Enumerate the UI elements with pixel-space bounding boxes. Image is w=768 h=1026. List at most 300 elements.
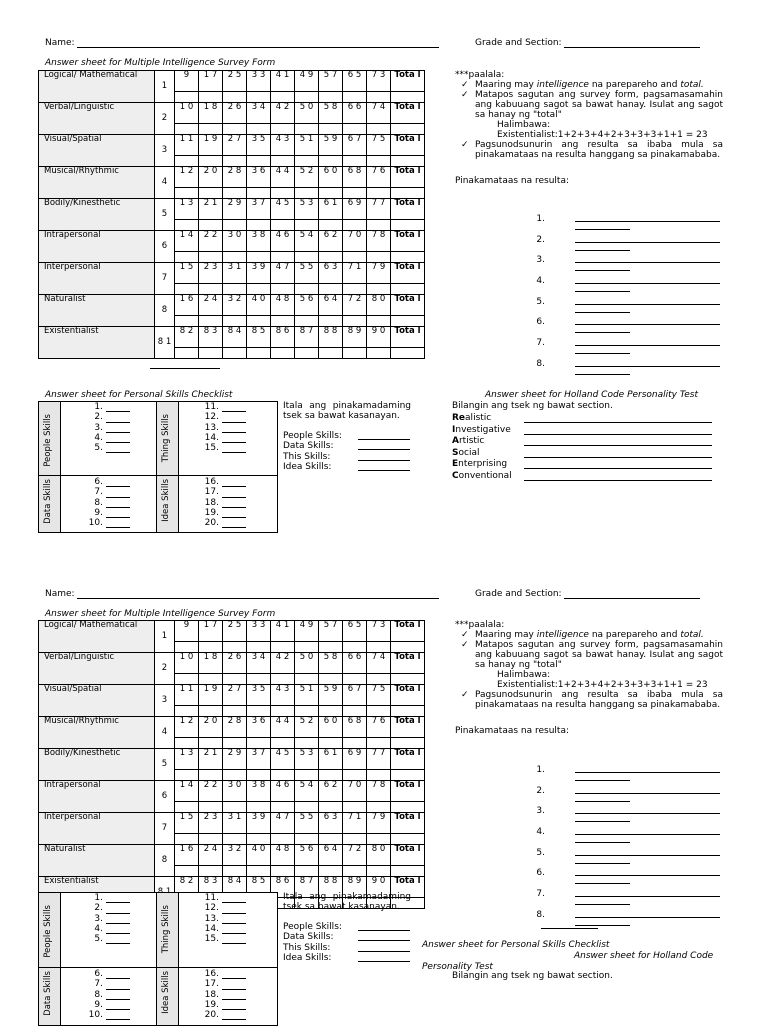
example-label: Halimbawa: [497,670,551,680]
mi-item-number: 4 7 [271,813,295,834]
mi-item-number: 1 2 [175,717,199,738]
mi-answer-cell[interactable] [343,156,367,167]
ps-answer-line[interactable] [222,414,246,423]
mi-answer-cell[interactable] [223,834,247,845]
mi-answer-cell[interactable] [223,866,247,877]
mi-total-cell[interactable] [391,92,425,103]
ps-answer-line[interactable] [222,1011,246,1020]
mi-answer-cell[interactable] [319,284,343,295]
ps-answer-line[interactable] [222,434,246,443]
result-line[interactable] [575,883,630,884]
mi-answer-cell[interactable] [271,770,295,781]
ps-answer-line[interactable] [222,478,246,487]
mi-total-cell[interactable] [391,252,425,263]
mi-answer-cell[interactable] [367,706,391,717]
ps-item [81,1010,130,1020]
mi-item-number: 8 7 [295,327,319,348]
divider-line [150,368,220,369]
result-line[interactable] [575,875,720,876]
mi-item-number: 2 0 [199,717,223,738]
mi-answer-cell[interactable] [343,738,367,749]
mi-item-number: 9 0 [367,877,391,898]
mi-total-cell[interactable] [391,316,425,327]
mi-answer-cell[interactable] [247,124,271,135]
ps-answer-line[interactable] [222,970,246,979]
ps-answer-line[interactable] [106,424,130,433]
mi-total-cell[interactable] [391,706,425,717]
mi-answer-cell[interactable] [175,738,199,749]
ps-summary-line[interactable] [358,953,410,962]
mi-answer-cell[interactable] [295,156,319,167]
ps-answer-line[interactable] [222,905,246,914]
ps-answer-line[interactable] [106,434,130,443]
result-line[interactable] [575,842,630,843]
mi-answer-cell[interactable] [223,220,247,231]
mi-item-number: 8 7 [295,877,319,898]
ps-item [197,1010,246,1020]
ps-summary-line[interactable] [358,922,410,931]
mi-total-cell[interactable] [391,674,425,685]
ps-item [197,477,246,487]
ps-answer-line[interactable] [222,925,246,934]
mi-answer-cell[interactable] [247,866,271,877]
ps-answer-line[interactable] [222,991,246,1000]
mi-answer-cell[interactable] [367,284,391,295]
mi-answer-cell[interactable] [319,188,343,199]
result-line[interactable] [575,780,630,781]
ps-item [197,893,246,903]
mi-answer-cell[interactable] [343,252,367,263]
mi-category: Visual/Spatial [39,685,155,717]
mi-answer-cell[interactable] [175,124,199,135]
ps-answer-line[interactable] [106,935,130,944]
mi-answer-cell[interactable] [319,770,343,781]
result-line[interactable] [575,229,630,230]
mi-answer-cell[interactable] [343,642,367,653]
mi-answer-cell[interactable] [343,316,367,327]
ps-summary-line[interactable] [358,452,410,461]
mi-answer-cell[interactable] [199,674,223,685]
mi-answer-cell[interactable] [175,866,199,877]
result-line[interactable] [575,312,630,313]
mi-total-cell[interactable] [391,866,425,877]
mi-answer-cell[interactable] [199,866,223,877]
ps-section-label: Idea Skills [161,478,171,522]
mi-answer-cell[interactable] [223,156,247,167]
mi-category: Intrapersonal [39,231,155,263]
mi-answer-cell[interactable] [223,284,247,295]
mi-answer-cell[interactable] [367,92,391,103]
mi-answer-cell[interactable] [175,706,199,717]
mi-answer-cell[interactable] [175,674,199,685]
ps-item-number: 5. [94,443,103,454]
mi-answer-cell[interactable] [367,642,391,653]
holland-answer-line[interactable] [524,448,712,458]
result-line[interactable] [575,366,720,367]
mi-answer-cell[interactable] [295,642,319,653]
mi-answer-cell[interactable] [295,770,319,781]
ps-answer-line[interactable] [222,894,246,903]
mi-answer-cell[interactable] [223,188,247,199]
mi-answer-cell[interactable] [343,92,367,103]
mi-answer-cell[interactable] [343,674,367,685]
result-line[interactable] [575,904,630,905]
mi-answer-cell[interactable] [295,348,319,359]
holland-answer-line[interactable] [524,425,712,435]
ps-answer-line[interactable] [106,915,130,924]
ps-answer-line[interactable] [222,403,246,412]
mi-answer-cell[interactable] [271,674,295,685]
mi-answer-cell[interactable] [199,316,223,327]
ps-answer-line[interactable] [222,915,246,924]
mi-answer-cell[interactable] [223,316,247,327]
mi-answer-cell[interactable] [367,866,391,877]
mi-answer-cell[interactable] [319,156,343,167]
holland-answer-line[interactable] [524,436,712,446]
mi-answer-cell[interactable] [271,252,295,263]
mi-answer-cell[interactable] [271,188,295,199]
mi-answer-cell[interactable] [247,802,271,813]
mi-answer-cell[interactable] [319,738,343,749]
mi-total-cell[interactable] [391,348,425,359]
result-line[interactable] [575,801,630,802]
ps-answer-line[interactable] [106,905,130,914]
result-line[interactable] [575,834,720,835]
mi-item-number: 2 2 [199,781,223,802]
mi-answer-cell[interactable] [343,770,367,781]
ps-summary-line[interactable] [358,441,410,450]
mi-answer-cell[interactable] [295,188,319,199]
mi-total-cell[interactable] [391,124,425,135]
mi-answer-cell[interactable] [271,738,295,749]
ps-answer-line[interactable] [106,519,130,528]
mi-answer-cell[interactable] [247,92,271,103]
mi-answer-cell[interactable] [295,124,319,135]
mi-total-cell[interactable] [391,156,425,167]
result-line[interactable] [575,374,630,375]
mi-answer-cell[interactable] [271,220,295,231]
ps-answer-line[interactable] [106,444,130,453]
mi-answer-cell[interactable] [367,674,391,685]
ps-answer-line[interactable] [222,981,246,990]
result-line[interactable] [575,855,720,856]
result-line[interactable] [575,262,720,263]
mi-answer-cell[interactable] [199,348,223,359]
mi-answer-cell[interactable] [295,738,319,749]
ps-answer-line[interactable] [106,489,130,498]
mi-answer-cell[interactable] [295,252,319,263]
mi-answer-cell[interactable] [295,284,319,295]
mi-answer-cell[interactable] [367,834,391,845]
mi-answer-cell[interactable] [199,284,223,295]
mi-total-cell[interactable] [391,220,425,231]
result-number: 4. [536,276,545,287]
mi-answer-cell[interactable] [199,252,223,263]
mi-answer-cell[interactable] [367,156,391,167]
mi-answer-cell[interactable] [295,802,319,813]
grade-field [475,589,700,599]
ps-answer-line[interactable] [106,991,130,1000]
result-line[interactable] [575,917,720,918]
mi-answer-cell[interactable] [367,188,391,199]
mi-answer-cell[interactable] [175,770,199,781]
mi-answer-cell[interactable] [319,706,343,717]
mi-item-number: 2 4 [199,845,223,866]
ps-answer-line[interactable] [222,499,246,508]
mi-answer-cell[interactable] [175,284,199,295]
mi-answer-cell[interactable] [223,674,247,685]
mi-answer-cell[interactable] [319,220,343,231]
result-line[interactable] [575,324,720,325]
mi-answer-cell[interactable] [271,642,295,653]
mi-answer-cell[interactable] [367,348,391,359]
mi-answer-cell[interactable] [271,834,295,845]
mi-answer-cell[interactable] [223,706,247,717]
result-line[interactable] [575,304,720,305]
ps-item [197,1000,246,1010]
result-line[interactable] [575,270,630,271]
mi-answer-cell[interactable] [247,156,271,167]
ps-item-number: 10. [88,518,103,529]
mi-answer-cell[interactable] [295,92,319,103]
ps-answer-line[interactable] [222,444,246,453]
mi-answer-cell[interactable] [271,284,295,295]
mi-answer-cell[interactable] [199,738,223,749]
mi-answer-cell[interactable] [247,252,271,263]
mi-answer-cell[interactable] [175,252,199,263]
mi-answer-cell[interactable] [271,802,295,813]
mi-answer-cell[interactable] [223,738,247,749]
mi-answer-cell[interactable] [343,348,367,359]
mi-answer-cell[interactable] [319,316,343,327]
mi-item-number: 4 0 [247,295,271,316]
mi-answer-cell[interactable] [343,124,367,135]
mi-total-cell[interactable] [391,188,425,199]
mi-answer-cell[interactable] [343,220,367,231]
holland-instr: Bilangin ang tsek ng bawat section. [452,401,613,411]
mi-answer-cell[interactable] [247,220,271,231]
mi-total-cell[interactable] [391,738,425,749]
mi-answer-cell[interactable] [175,92,199,103]
result-line[interactable] [575,813,720,814]
result-line[interactable] [575,863,630,864]
ps-answer-line[interactable] [106,981,130,990]
mi-answer-cell[interactable] [319,252,343,263]
mi-answer-cell[interactable] [271,316,295,327]
result-line[interactable] [575,221,720,222]
mi-answer-cell[interactable] [319,834,343,845]
mi-answer-cell[interactable] [271,92,295,103]
ps-answer-line[interactable] [106,925,130,934]
mi-answer-cell[interactable] [175,316,199,327]
mi-answer-cell[interactable] [247,284,271,295]
mi-answer-cell[interactable] [199,834,223,845]
mi-answer-cell[interactable] [367,220,391,231]
mi-answer-cell[interactable] [199,642,223,653]
mi-answer-cell[interactable] [247,738,271,749]
mi-answer-cell[interactable] [175,642,199,653]
ps-answer-line[interactable] [222,424,246,433]
mi-answer-cell[interactable] [271,156,295,167]
mi-answer-cell[interactable] [247,348,271,359]
holland-title: Answer sheet for Holland Code Personality Test [485,390,699,400]
mi-answer-cell[interactable] [271,348,295,359]
mi-answer-cell[interactable] [343,802,367,813]
result-line[interactable] [575,772,720,773]
mi-answer-cell[interactable] [223,802,247,813]
mi-answer-cell[interactable] [199,220,223,231]
ps-answer-line[interactable] [106,403,130,412]
mi-item-number: 3 2 [223,845,247,866]
mi-answer-cell[interactable] [319,642,343,653]
mi-answer-cell[interactable] [247,674,271,685]
mi-item-number: 1 0 [175,103,199,124]
mi-answer-cell[interactable] [367,802,391,813]
ps-answer-line[interactable] [222,489,246,498]
mi-answer-cell[interactable] [319,866,343,877]
mi-item-number: 2 6 [223,653,247,674]
mi-total-cell[interactable] [391,642,425,653]
mi-answer-cell[interactable] [175,188,199,199]
ps-summary-line[interactable] [358,462,410,471]
mi-answer-cell[interactable] [271,866,295,877]
holland-answer-line[interactable] [524,459,712,469]
note-1: ✓ Maaring may intelligence na parepareho and total. [455,630,723,640]
mi-total-header: Tota l [391,263,425,284]
ps-summary-line[interactable] [358,943,410,952]
result-line[interactable] [575,242,720,243]
ps-item-number: 14. [204,923,219,934]
mi-answer-cell[interactable] [175,348,199,359]
mi-answer-cell[interactable] [295,866,319,877]
ps-answer-line[interactable] [222,1001,246,1010]
ps-answer-line[interactable] [222,935,246,944]
result-line[interactable] [575,896,720,897]
ps-summary-label: Data Skills: [283,441,334,452]
mi-answer-cell[interactable] [319,92,343,103]
mi-answer-cell[interactable] [295,674,319,685]
mi-answer-cell[interactable] [199,156,223,167]
result-line[interactable] [575,291,630,292]
result-line[interactable] [575,925,630,926]
mi-answer-cell[interactable] [199,92,223,103]
mi-item-number: 8 9 [343,877,367,898]
ps-summary-row [283,441,342,451]
mi-answer-cell[interactable] [223,770,247,781]
mi-total-cell[interactable] [391,834,425,845]
ps-answer-line[interactable] [106,414,130,423]
mi-answer-cell[interactable] [271,124,295,135]
mi-answer-cell[interactable] [199,770,223,781]
mi-answer-cell[interactable] [295,220,319,231]
ps-answer-line[interactable] [106,1011,130,1020]
mi-answer-cell[interactable] [247,188,271,199]
result-line[interactable] [575,250,630,251]
mi-answer-cell[interactable] [319,124,343,135]
mi-answer-cell[interactable] [247,706,271,717]
mi-answer-cell[interactable] [175,220,199,231]
mi-item-number: 2 0 [199,167,223,188]
result-line[interactable] [575,283,720,284]
holland-answer-line[interactable] [524,413,712,423]
mi-answer-cell[interactable] [319,674,343,685]
ps-answer-line[interactable] [106,499,130,508]
mi-answer-cell[interactable] [295,706,319,717]
mi-answer-cell[interactable] [367,770,391,781]
mi-answer-cell[interactable] [343,284,367,295]
mi-answer-cell[interactable] [367,252,391,263]
mi-answer-cell[interactable] [223,348,247,359]
ps-answer-line[interactable] [222,519,246,528]
mi-answer-cell[interactable] [247,642,271,653]
mi-answer-cell[interactable] [175,156,199,167]
mi-answer-cell[interactable] [247,316,271,327]
ps-answer-line[interactable] [106,509,130,518]
ps-answer-line[interactable] [106,1001,130,1010]
mi-answer-cell[interactable] [343,188,367,199]
result-line[interactable] [575,793,720,794]
mi-answer-cell[interactable] [343,706,367,717]
mi-item-number: 5 4 [295,781,319,802]
mi-answer-cell[interactable] [223,124,247,135]
mi-answer-cell[interactable] [199,188,223,199]
ps-answer-line[interactable] [106,894,130,903]
mi-answer-cell[interactable] [367,738,391,749]
result-line[interactable] [575,332,630,333]
ps-summary-line[interactable] [358,932,410,941]
mi-answer-cell[interactable] [319,348,343,359]
mi-answer-cell[interactable] [343,866,367,877]
ps-item-number: 17. [204,979,219,990]
ps-answer-line[interactable] [106,970,130,979]
holland-initial: A [452,436,459,447]
mi-answer-cell[interactable] [271,706,295,717]
mi-total-cell[interactable] [391,802,425,813]
mi-answer-cell[interactable] [247,770,271,781]
ps-answer-line[interactable] [222,509,246,518]
mi-answer-cell[interactable] [199,802,223,813]
mi-item-number: 7 [155,263,175,295]
mi-answer-cell[interactable] [175,834,199,845]
mi-answer-cell[interactable] [199,706,223,717]
mi-answer-cell[interactable] [247,834,271,845]
mi-answer-cell[interactable] [199,124,223,135]
mi-answer-cell[interactable] [223,642,247,653]
result-line[interactable] [575,345,720,346]
mi-answer-cell[interactable] [295,834,319,845]
mi-item-number: 6 3 [319,813,343,834]
ps-item-number: 16. [204,969,219,979]
mi-answer-cell[interactable] [223,92,247,103]
result-line[interactable] [575,821,630,822]
mi-answer-cell[interactable] [343,834,367,845]
mi-answer-cell[interactable] [175,802,199,813]
mi-answer-cell[interactable] [223,252,247,263]
mi-answer-cell[interactable] [367,124,391,135]
result-line[interactable] [575,353,630,354]
holland-answer-line[interactable] [524,471,712,481]
ps-instruction: Itala ang pinakamadaming tsek sa bawat kasanayan. [283,892,411,913]
mi-total-cell[interactable] [391,770,425,781]
ps-answer-line[interactable] [106,478,130,487]
ps-item-number: 8. [94,989,103,1000]
mi-total-cell[interactable] [391,284,425,295]
mi-answer-cell[interactable] [367,316,391,327]
mi-answer-cell[interactable] [319,802,343,813]
ps-summary-line[interactable] [358,431,410,440]
mi-answer-cell[interactable] [295,316,319,327]
mi-item-number: 6 7 [343,685,367,706]
